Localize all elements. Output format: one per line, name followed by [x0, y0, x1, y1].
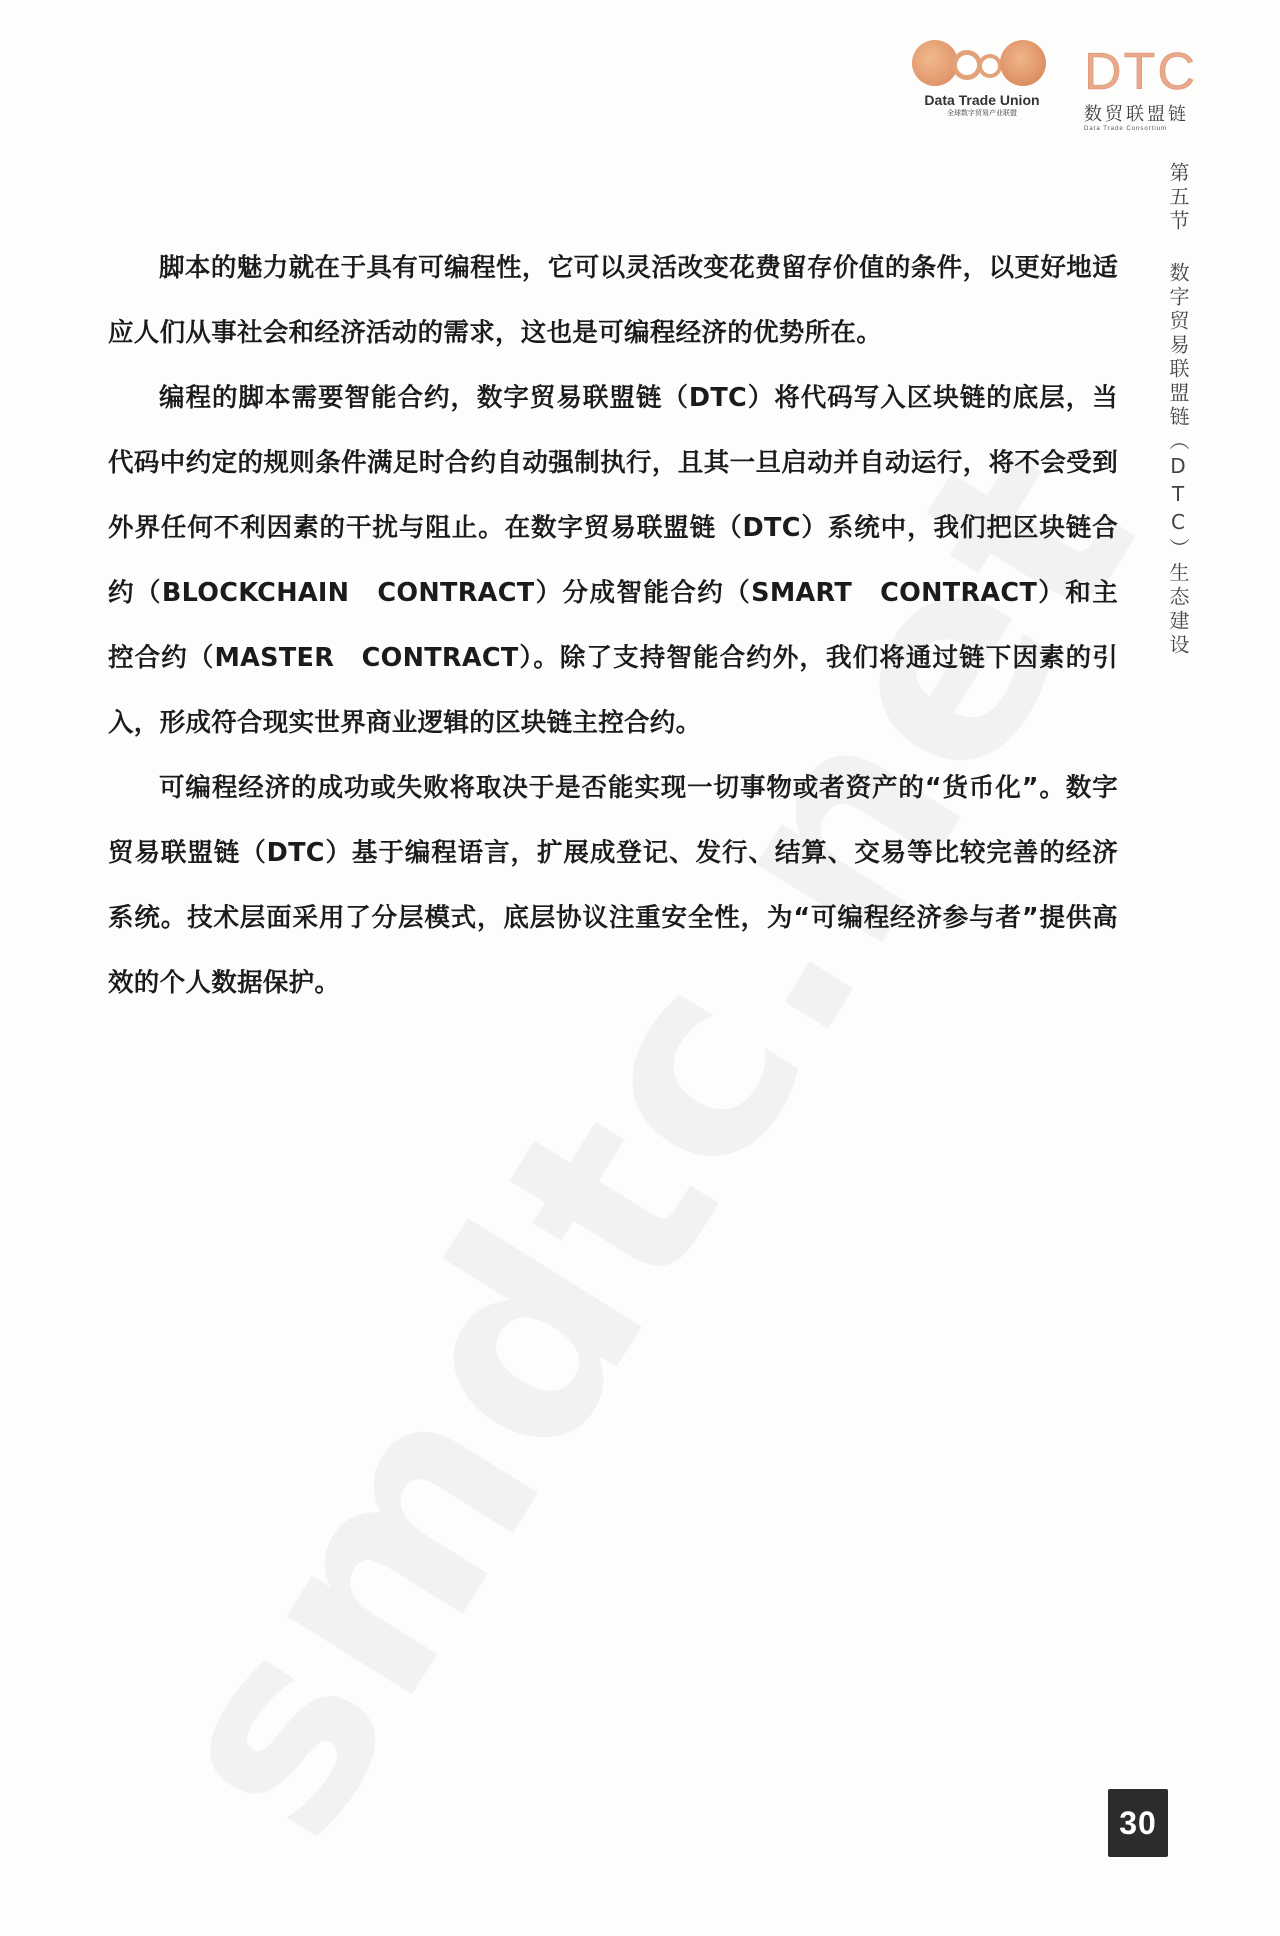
dtc-logo-mark: DTC	[1084, 43, 1197, 101]
union-logo-subtitle: 全球数字贸易产业联盟	[947, 109, 1017, 117]
paragraph: 可编程经济的成功或失败将取决于是否能实现一切事物或者资产的“货币化”。数字贸易联盟链（DTC）基于编程语言，扩展成登记、发行、结算、交易等比较完善的经济系统。技术层面采用了分层模式，底层协议注重安全性，为“可编程经济参与者”提供高效的个人数据保护。	[108, 773, 1118, 998]
page-number: 30	[1108, 1789, 1168, 1857]
section-side-title: 第五节 数字贸易联盟链（DTC）生态建设	[1166, 162, 1190, 658]
paragraph: 脚本的魅力就在于具有可编程性，它可以灵活改变花费留存价值的条件，以更好地适应人们从事社会和经济活动的需求，这也是可编程经济的优势所在。	[108, 253, 1118, 348]
dtc-logo	[1084, 43, 1224, 132]
data-trade-union-logo	[912, 36, 1052, 120]
union-circles-icon	[912, 36, 1048, 90]
paragraph: 编程的脚本需要智能合约，数字贸易联盟链（DTC）将代码写入区块链的底层，当代码中约定的规则条件满足时合约自动强制执行，且其一旦启动并自动运行，将不会受到外界任何不利因素的干扰与阻止。在数字贸易联盟链（DTC）系统中，我们把区块链合约（BLOCKCHAIN CONTRACT）分成智能合约（SMART CONTRACT）和主控合约（MASTER CONTRACT）。除了支持智能合约外，我们将通过链下因素的引入，形成符合现实世界商业逻辑的区块链主控合约。	[108, 383, 1118, 738]
union-logo-name: Data Trade Union	[924, 92, 1040, 108]
dtc-logo-name-cn: 数贸联盟链	[1084, 104, 1189, 125]
body-text	[108, 236, 1118, 1016]
dtc-logo-name-en: Data Trade Consortium	[1084, 126, 1168, 132]
